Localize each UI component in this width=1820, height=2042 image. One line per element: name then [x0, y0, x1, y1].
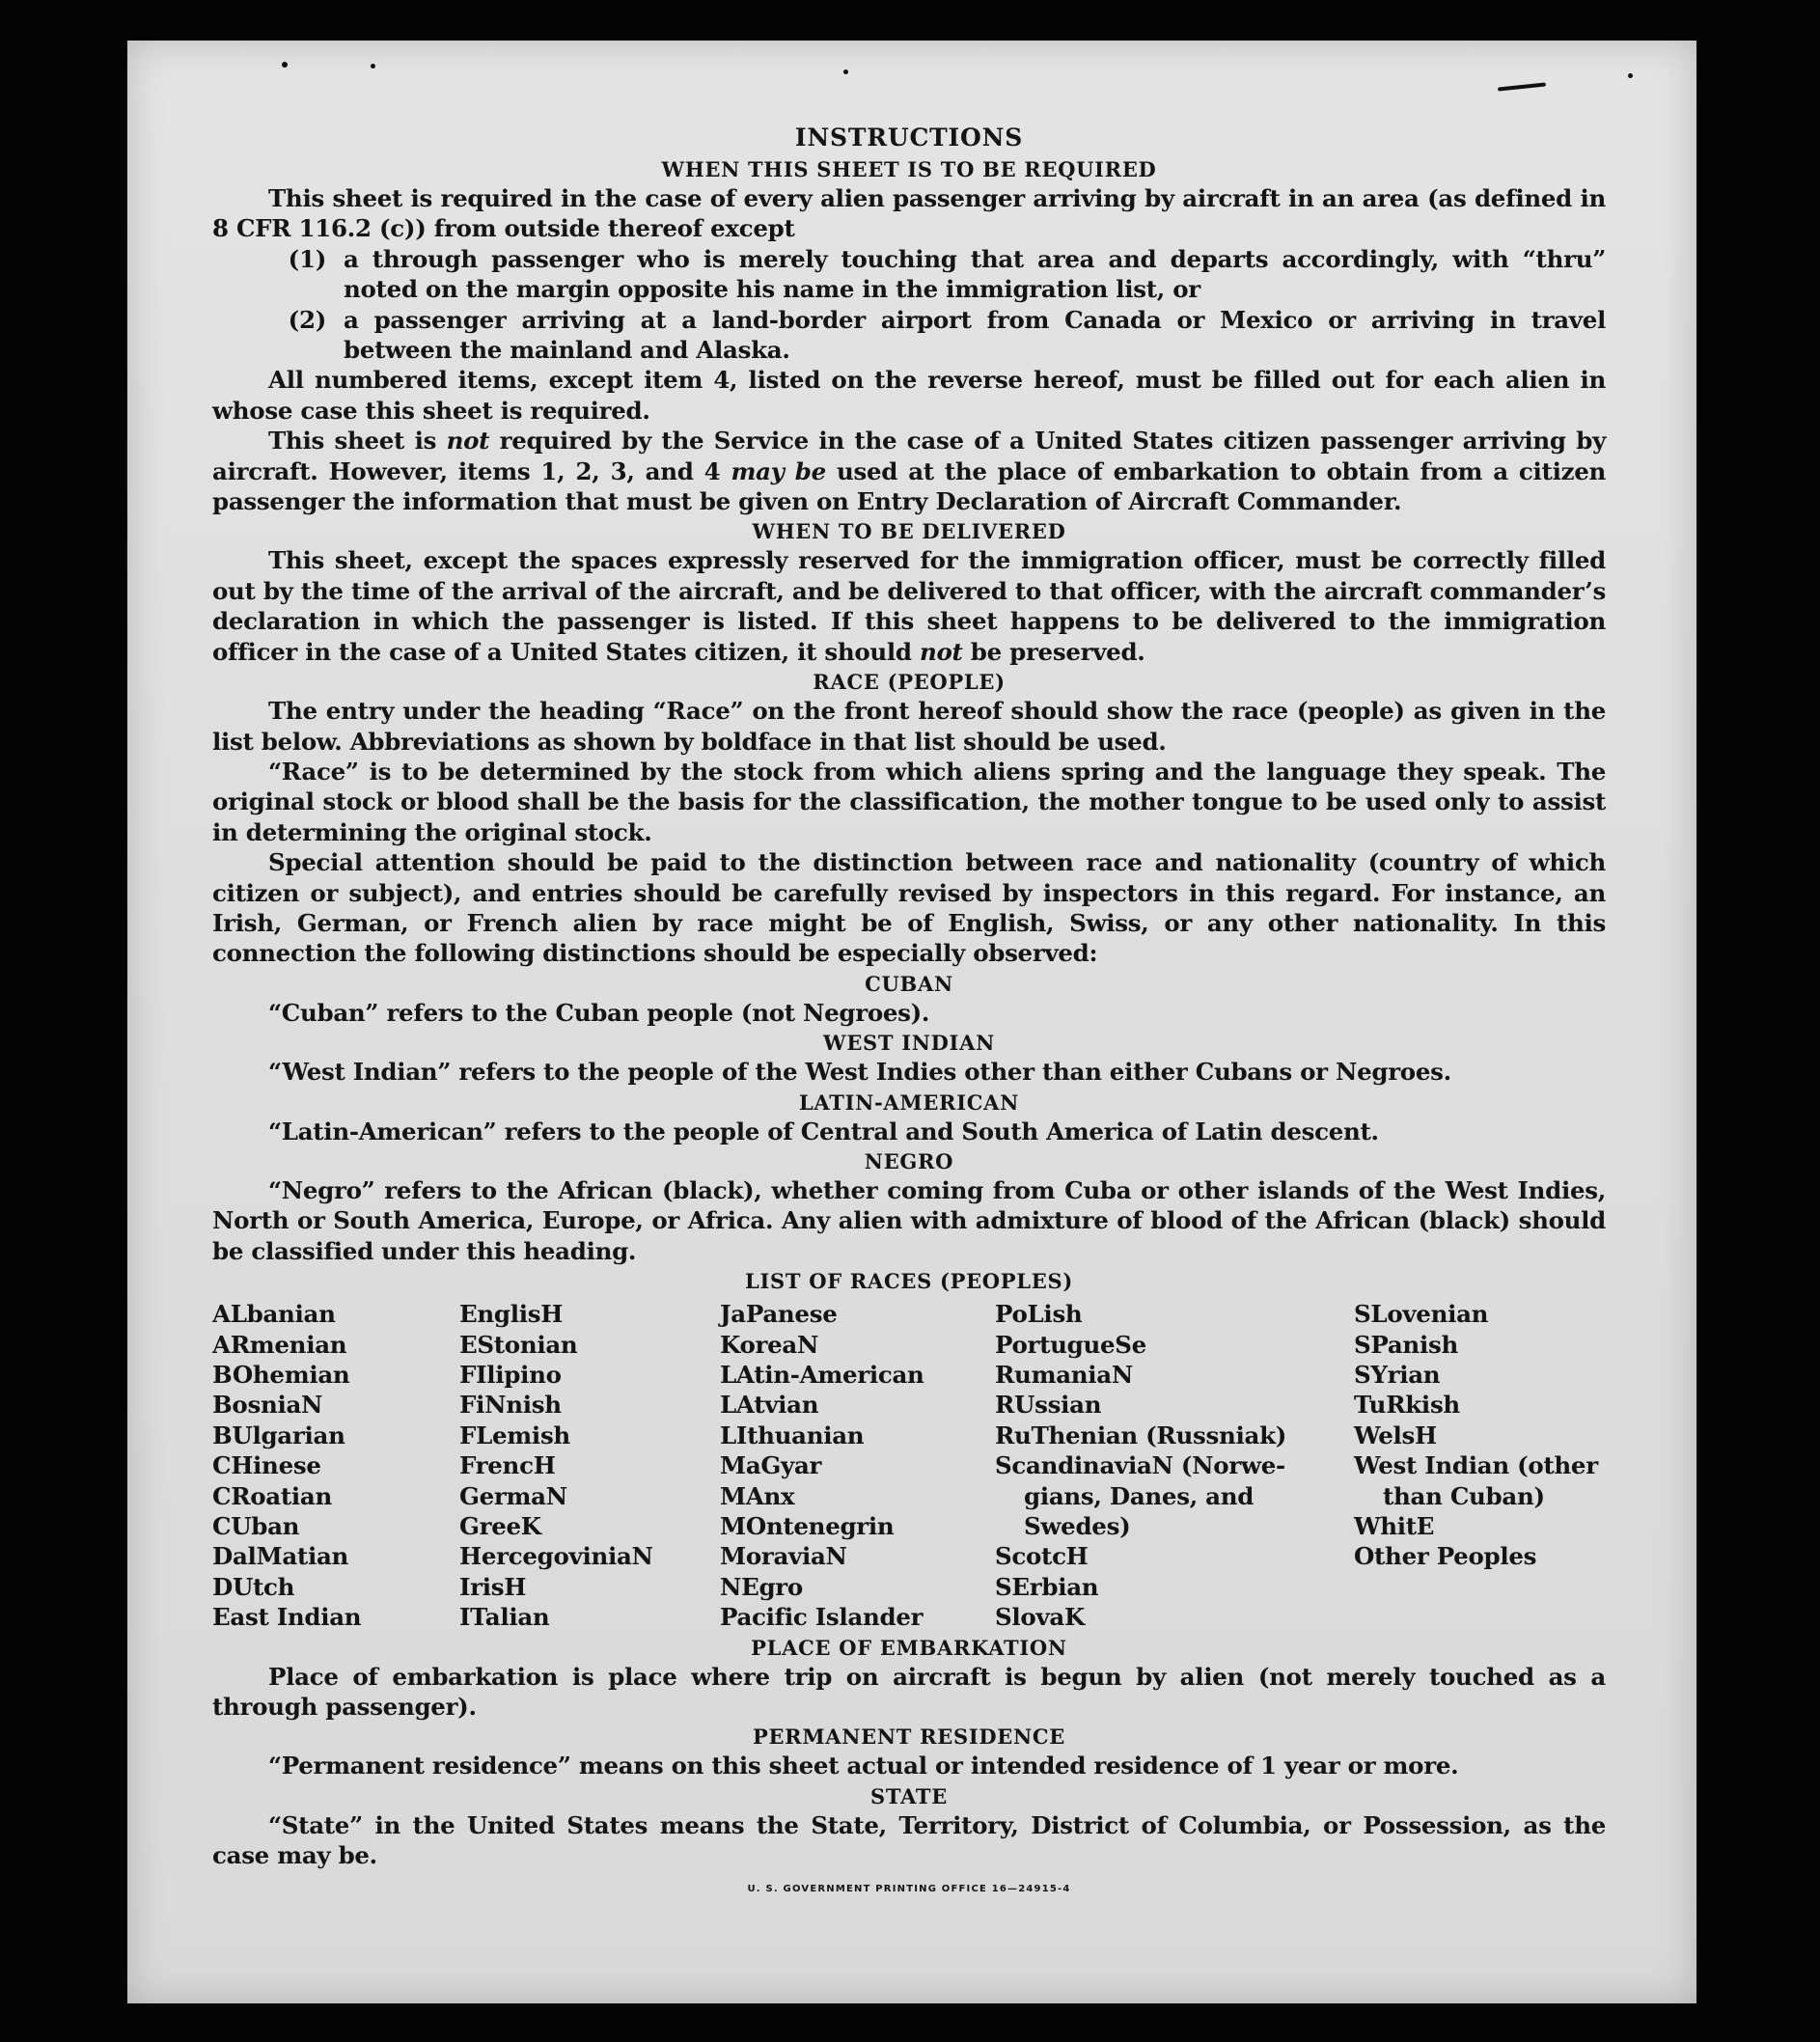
- race-entry: SPanish: [1354, 1330, 1458, 1359]
- section-heading-delivered: WHEN TO BE DELIVERED: [752, 519, 1066, 544]
- race-para-2: “Race” is to be determined by the stock from which aliens spring and the language they speak. The original stock or blood shall be the basis for the classification, the mother tongue to be used only to assist in determining the original stock.: [212, 757, 1606, 846]
- cuban-text: “Cuban” refers to the Cuban people (not Negroes).: [268, 998, 930, 1027]
- exception-item: [212, 305, 1606, 366]
- race-entry: FiNnish: [459, 1391, 562, 1420]
- page-title: INSTRUCTIONS: [794, 124, 1024, 152]
- race-entry: RUssian: [995, 1391, 1102, 1420]
- race-entry: HercegoviniaN: [459, 1542, 653, 1571]
- race-entry: CUban: [212, 1512, 300, 1541]
- races-column: [1354, 1299, 1606, 1632]
- exception-number: (2): [288, 305, 326, 334]
- race-entry: MAnx: [720, 1481, 795, 1510]
- race-entry: IrisH: [459, 1572, 527, 1601]
- printing-office-footer: U. S. GOVERNMENT PRINTING OFFICE 16—24915-4: [747, 1883, 1071, 1894]
- race-entry: JaPanese: [720, 1300, 838, 1329]
- exception-text: a through passenger who is merely touching that area and departs accordingly, with “thru” noted on the margin opposite his name in the immigration list, or: [344, 244, 1606, 304]
- race-entry: Other Peoples: [1354, 1542, 1537, 1571]
- exception-text: a passenger arriving at a land-border airport from Canada or Mexico or arriving in travel between the mainland and Alaska.: [344, 305, 1606, 365]
- race-entry: GermaN: [459, 1481, 567, 1510]
- race-entry: SYrian: [1354, 1361, 1441, 1389]
- race-entry: DalMatian: [212, 1542, 349, 1571]
- race-entry: BOhemian: [212, 1361, 350, 1389]
- race-entry: BosniaN: [212, 1391, 323, 1420]
- required-intro: This sheet is required in the case of every alien passenger arriving by aircraft in an area (as defined in 8 CFR 116.2 (c)) from outside thereof except: [212, 184, 1606, 243]
- race-entry-continued: than Cuban): [1383, 1481, 1545, 1510]
- race-entry: CRoatian: [212, 1481, 332, 1510]
- race-entry: FLemish: [459, 1421, 570, 1449]
- race-entry: SLovenian: [1354, 1300, 1489, 1329]
- race-entry: Pacific Islander: [720, 1603, 924, 1632]
- required-para-3: This sheet is not required by the Service in the case of a United States citizen passenger arriving by aircraft. However, items 1, 2, 3, and 4 may be used at the place of embarkation to obtain from a citizen passenger the information that must be given on Entry Declaration of Aircraft Commander.: [212, 427, 1607, 516]
- race-entry: LIthuanian: [720, 1421, 865, 1449]
- race-entry: ScotcH: [995, 1542, 1089, 1571]
- race-entry: RumaniaN: [995, 1361, 1133, 1389]
- races-column: [995, 1299, 1354, 1632]
- race-entry: PoLish: [995, 1300, 1083, 1329]
- race-entry-continued: Swedes): [1024, 1512, 1131, 1541]
- race-entry: BUlgarian: [212, 1421, 345, 1449]
- section-heading-latin-american: LATIN-AMERICAN: [798, 1090, 1020, 1115]
- race-entry: FrencH: [459, 1451, 556, 1480]
- race-entry: East Indian: [212, 1603, 362, 1632]
- section-heading-state: STATE: [870, 1783, 948, 1808]
- latin-american-text: “Latin-American” refers to the people of Central and South America of Latin descent.: [268, 1117, 1379, 1145]
- scan-mark: [1498, 82, 1546, 91]
- section-heading-residence: PERMANENT RESIDENCE: [752, 1725, 1065, 1750]
- race-entry: ScandinaviaN (Norwe-: [995, 1451, 1285, 1480]
- residence-text: “Permanent residence” means on this sheet actual or intended residence of 1 year or more.: [268, 1752, 1459, 1780]
- document-page: [127, 41, 1696, 2003]
- races-column: [459, 1299, 720, 1632]
- section-heading-embarkation: PLACE OF EMBARKATION: [751, 1635, 1067, 1660]
- scan-speck: [371, 64, 375, 69]
- state-text: “State” in the United States means the State, Territory, District of Columbia, or Possession, as the case may be.: [212, 1810, 1606, 1870]
- section-heading-list-of-races: LIST OF RACES (PEOPLES): [745, 1269, 1073, 1294]
- section-heading-required: WHEN THIS SHEET IS TO BE REQUIRED: [661, 157, 1157, 181]
- races-column: [212, 1299, 459, 1632]
- race-entry: SErbian: [995, 1572, 1099, 1601]
- race-entry: LAtvian: [720, 1391, 819, 1420]
- instructions-body: [212, 120, 1606, 1896]
- race-entry: PortugueSe: [995, 1330, 1146, 1359]
- race-entry: RuThenian (Russniak): [995, 1421, 1287, 1449]
- race-entry: ALbanian: [212, 1300, 336, 1329]
- scan-speck: [843, 69, 848, 74]
- required-para-2: All numbered items, except item 4, listed on the reverse hereof, must be filled out for each alien in whose case this sheet is required.: [212, 366, 1606, 425]
- exception-item: [212, 244, 1606, 305]
- race-entry: KoreaN: [720, 1330, 819, 1359]
- scan-speck: [1628, 73, 1633, 78]
- race-entry: FIlipino: [459, 1361, 562, 1389]
- section-heading-cuban: CUBAN: [865, 971, 953, 996]
- race-entry: ITalian: [459, 1603, 550, 1632]
- race-entry: EnglisH: [459, 1300, 564, 1329]
- negro-text: “Negro” refers to the African (black), whether coming from Cuba or other islands of the West Indies, North or South America, Europe, or Africa. Any alien with admixture of blood of the African (black) should be classified under this heading.: [212, 1175, 1606, 1265]
- section-heading-west-indian: WEST INDIAN: [823, 1031, 995, 1056]
- race-entry: WelsH: [1354, 1421, 1437, 1449]
- west-indian-text: “West Indian” refers to the people of the West Indies other than either Cubans or Negroes.: [268, 1058, 1451, 1087]
- race-entry: MoraviaN: [720, 1542, 847, 1571]
- section-heading-race: RACE (PEOPLE): [813, 670, 1006, 695]
- race-entry: DUtch: [212, 1572, 295, 1601]
- race-entry: MOntenegrin: [720, 1512, 895, 1541]
- embarkation-text: Place of embarkation is place where trip on aircraft is begun by alien (not merely touched as a through passenger).: [212, 1662, 1606, 1722]
- scan-speck: [282, 62, 288, 68]
- race-entry: CHinese: [212, 1451, 321, 1480]
- race-entry: WhitE: [1354, 1512, 1435, 1541]
- race-entry: LAtin-American: [720, 1361, 924, 1389]
- race-entry: GreeK: [459, 1512, 541, 1541]
- race-entry: NEgro: [720, 1572, 803, 1601]
- race-para-1: The entry under the heading “Race” on the front hereof should show the race (people) as given in the list below. Abbreviations as shown by boldface in that list should be used.: [212, 697, 1606, 756]
- race-entry: SlovaK: [995, 1603, 1085, 1632]
- races-list: [212, 1299, 1606, 1632]
- exception-number: (1): [288, 244, 326, 273]
- race-entry: ARmenian: [212, 1330, 347, 1359]
- race-entry: West Indian (other: [1354, 1451, 1598, 1480]
- race-para-3: Special attention should be paid to the distinction between race and nationality (country of which citizen or subject), and entries should be carefully revised by inspectors in this regard. For instance, an Irish, German, or French alien by race might be of English, Swiss, or any other nationality. In this connection the following distinctions should be especially observed:: [212, 848, 1606, 968]
- section-heading-negro: NEGRO: [864, 1148, 954, 1173]
- races-column: [720, 1299, 995, 1632]
- race-entry-continued: gians, Danes, and: [1024, 1481, 1255, 1510]
- delivered-text: This sheet, except the spaces expressly reserved for the immigration officer, must be correctly filled out by the time of the arrival of the aircraft, and be delivered to that officer, with the aircraft commander’s declaration in which the passenger is listed. If this sheet happens to be delivered to the immigration officer in the case of a United States citizen, it should not be preserved.: [212, 546, 1606, 666]
- race-entry: TuRkish: [1354, 1391, 1460, 1420]
- race-entry: EStonian: [459, 1330, 578, 1359]
- race-entry: MaGyar: [720, 1451, 822, 1480]
